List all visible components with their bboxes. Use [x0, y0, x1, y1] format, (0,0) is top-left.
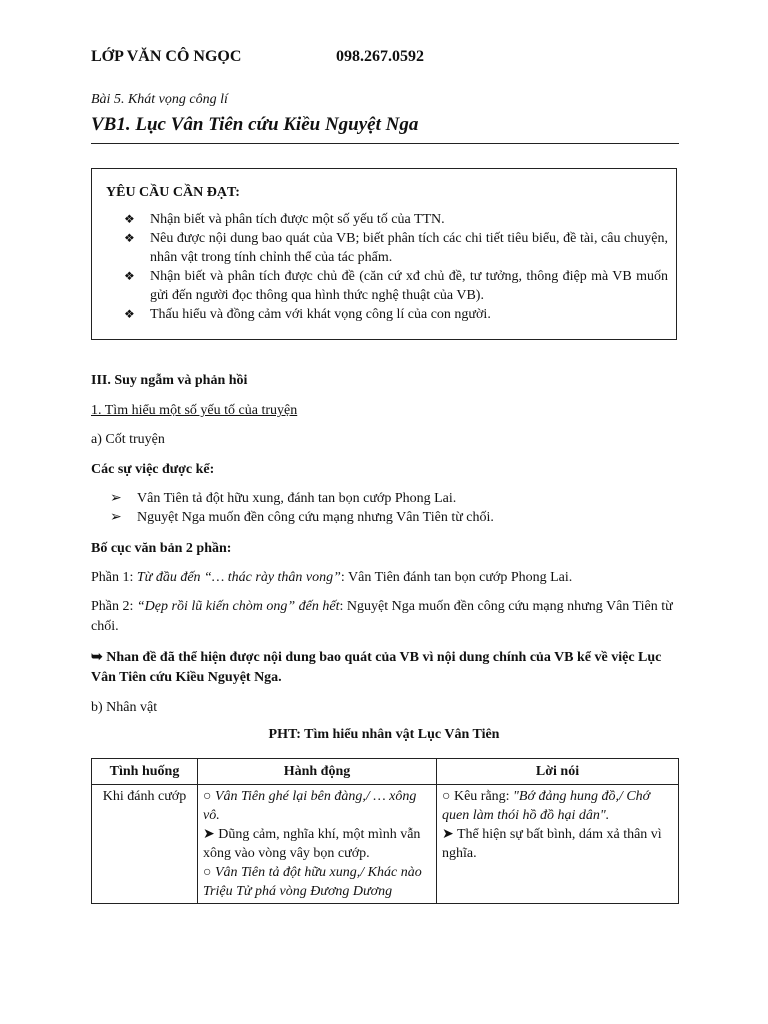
character-table	[91, 758, 679, 904]
arrow-bullet-icon: ➢	[110, 510, 122, 525]
layout-label: Bố cục văn bản 2 phần:	[91, 541, 232, 556]
column-header: Lời nói	[437, 759, 679, 785]
column-header: Hành động	[198, 759, 437, 785]
speech-cell: ○ Kêu rằng: "Bớ đảng hung đồ,/ Chớ quen làm thói hồ đồ hại dân". ➤ Thể hiện sự bất bình, dám xả thân vì nghĩa.	[437, 785, 679, 904]
events-list	[110, 489, 494, 527]
table-header-row	[92, 759, 679, 785]
requirements-list	[124, 210, 668, 324]
section-heading: III. Suy ngẫm và phản hồi	[91, 373, 248, 388]
title-divider	[91, 143, 679, 144]
character-label: b) Nhân vật	[91, 700, 158, 715]
list-item: ❖ Thấu hiểu và đồng cảm với khát vọng công lí của con người.	[124, 307, 491, 322]
column-header: Tình huống	[92, 759, 198, 785]
requirements-box	[91, 168, 677, 340]
table-row	[92, 785, 679, 904]
arrow-bullet-icon: ➢	[110, 491, 122, 506]
list-item: ❖ Nêu được nội dung bao quát của VB; biết phân tích các chi tiết tiêu biểu, đề tài, câu chuyện, nhân vật trong tính chỉnh thể của tác phẩm.	[124, 231, 668, 265]
events-label: Các sự việc được kể:	[91, 462, 215, 477]
diamond-bullet-icon: ❖	[124, 231, 135, 245]
lesson-label: Bài 5. Khát vọng công lí	[91, 92, 228, 107]
action-cell: ○ Vân Tiên ghé lại bên đàng,/ … xông vô. ➤ Dũng cảm, nghĩa khí, một mình vẫn xông vào vòng vây bọn cướp. ○ Vân Tiên tả đột hữu xung,/ Khác nào Triệu Tử phá vòng Đương Dương	[198, 785, 437, 904]
part-1: Phần 1: Từ đầu đến “… thác rày thân vong”: Vân Tiên đánh tan bọn cướp Phong Lai.	[91, 570, 573, 585]
conclusion-text: ➥ Nhan đề đã thể hiện được nội dung bao quát của VB vì nội dung chính của VB kể về việc Lục Vân Tiên cứu Kiều Nguyệt Nga.	[91, 650, 662, 685]
list-item: ➢ Nguyệt Nga muốn đền công cứu mạng nhưng Vân Tiên từ chối.	[110, 510, 494, 525]
diamond-bullet-icon: ❖	[124, 212, 135, 226]
phone-number: 098.267.0592	[336, 48, 424, 65]
requirements-title: YÊU CẦU CẦN ĐẠT:	[106, 185, 240, 200]
list-item: ❖ Nhận biết và phân tích được chủ đề (căn cứ xđ chủ đề, tư tưởng, thông điệp mà VB muốn gửi đến người đọc thông qua hình thức nghệ thuật của VB).	[124, 269, 668, 303]
page-title: VB1. Lục Vân Tiên cứu Kiều Nguyệt Nga	[91, 114, 419, 135]
plot-label: a) Cốt truyện	[91, 432, 165, 447]
diamond-bullet-icon: ❖	[124, 307, 135, 321]
diamond-bullet-icon: ❖	[124, 269, 135, 283]
part-2: Phần 2: “Dẹp rồi lũ kiến chòm ong” đến hết: Nguyệt Nga muốn đền công cứu mạng nhưng Vân Tiên từ chối.	[91, 599, 673, 634]
situation-cell: Khi đánh cướp	[92, 785, 198, 904]
page-header	[91, 48, 424, 66]
list-item: ❖ Nhận biết và phân tích được một số yếu tố của TTN.	[124, 212, 445, 227]
list-item: ➢ Vân Tiên tả đột hữu xung, đánh tan bọn cướp Phong Lai.	[110, 491, 457, 506]
teacher-name: LỚP VĂN CÔ NGỌC	[91, 48, 242, 65]
subsection-heading: 1. Tìm hiểu một số yếu tố của truyện	[91, 403, 298, 418]
table-title: PHT: Tìm hiểu nhân vật Lục Vân Tiên	[268, 727, 500, 742]
